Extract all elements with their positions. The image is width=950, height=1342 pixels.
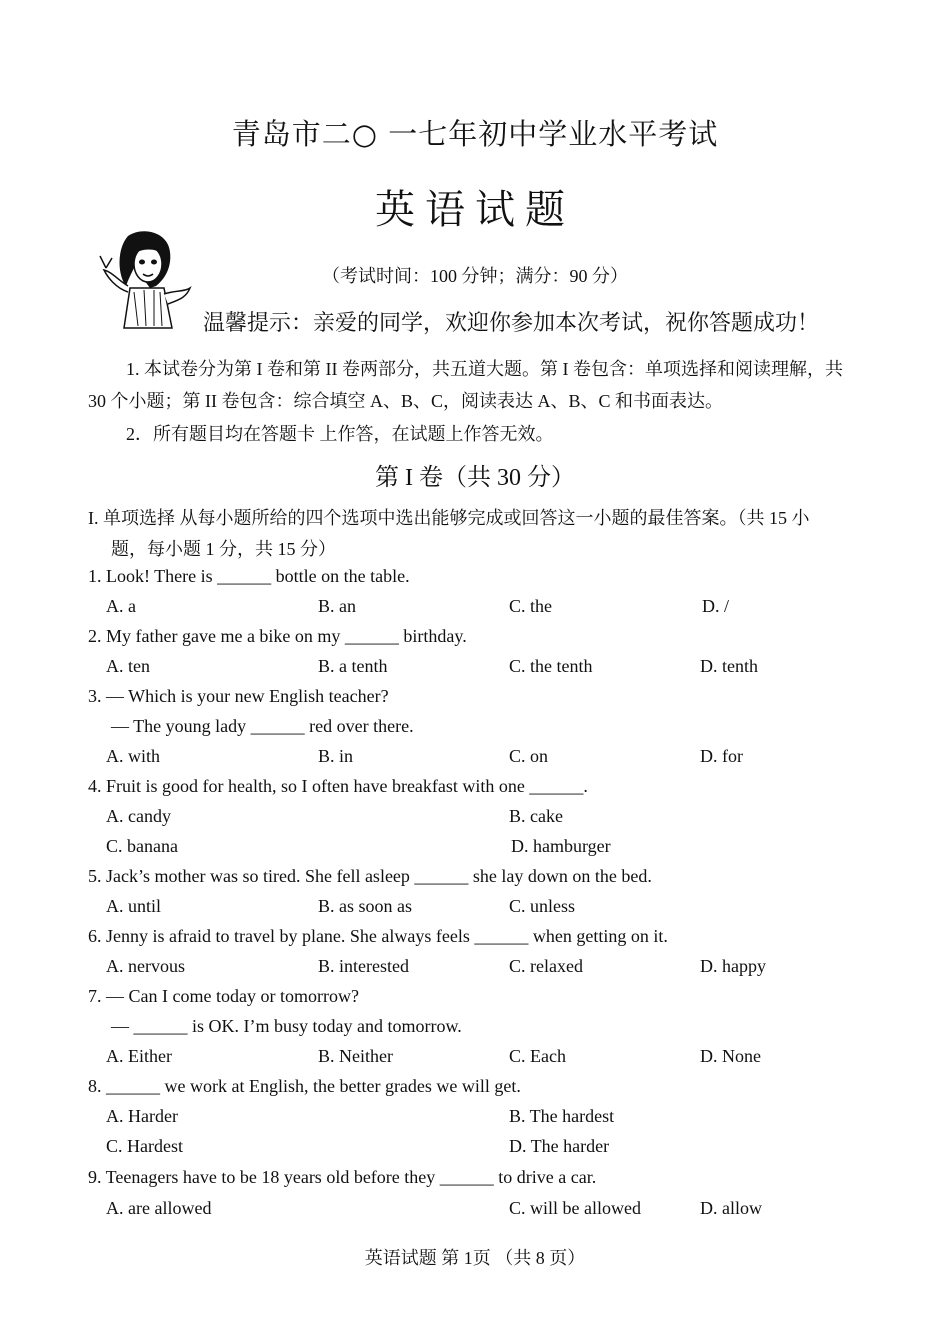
q6-option-a: A. nervous [106, 956, 185, 976]
q3-option-b: B. in [318, 746, 354, 766]
question-5-stem: 5. Jack’s mother was so tired. She fell asleep ______ she lay down on the bed. [88, 866, 652, 886]
question-8-stem: 8. ______ we work at English, the better grades we will get. [88, 1076, 521, 1096]
q1-option-b: B. an [318, 596, 356, 616]
exam-info: （考试时间：100 分钟；满分：90 分） [322, 266, 628, 286]
q8-option-c: C. Hardest [106, 1136, 183, 1156]
q3-option-a: A. with [106, 746, 160, 766]
q8-option-d: D. The harder [509, 1136, 610, 1156]
exam-title: 青岛市二○ 一七年初中学业水平考试 [231, 117, 719, 151]
question-6-stem: 6. Jenny is afraid to travel by plane. She always feels ______ when getting on it. [88, 926, 668, 946]
q7-option-a: A. Either [106, 1046, 172, 1066]
note-1-line-1: 1. 本试卷分为第 I 卷和第 II 卷两部分，共五道大题。第 I 卷包含：单项选择和阅读理解，共 [126, 359, 843, 379]
q6-option-d: D. happy [700, 956, 766, 976]
q2-option-d: D. tenth [700, 656, 758, 676]
volume-title: 第 I 卷（共 30 分） [375, 465, 575, 491]
page-footer: 英语试题 第 1页 （共 8 页） [364, 1248, 586, 1268]
q5-option-a: A. until [106, 896, 162, 916]
q2-option-b: B. a tenth [318, 656, 388, 676]
note-2: 2．所有题目均在答题卡 上作答，在试题上作答无效。 [126, 424, 554, 444]
subject-title: 英语试题 [375, 187, 575, 233]
q7-option-b: B. Neither [318, 1046, 393, 1066]
q9-option-d: D. allow [700, 1198, 762, 1218]
question-3-stem-reply: — The young lady ______ red over there. [111, 716, 414, 736]
question-7-stem-reply: — ______ is OK. I’m busy today and tomorrow. [111, 1016, 462, 1036]
q3-option-c: C. on [509, 746, 549, 766]
question-3-stem: 3. — Which is your new English teacher? [88, 686, 389, 706]
note-1-line-2: 30 个小题；第 II 卷包含：综合填空 A、B、C，阅读表达 A、B、C 和书面表达。 [88, 391, 724, 411]
greeting-tip: 温馨提示：亲爱的同学，欢迎你参加本次考试，祝你答题成功！ [203, 311, 820, 336]
q4-option-c: C. banana [106, 836, 178, 856]
section-instruction-line-2: 题，每小题 1 分，共 15 分） [111, 539, 336, 559]
q7-option-c: C. Each [509, 1046, 566, 1066]
question-1-stem: 1. Look! There is ______ bottle on the table. [88, 566, 410, 586]
q8-option-b: B. The hardest [509, 1106, 615, 1126]
q5-option-c: C. unless [509, 896, 576, 916]
q2-option-c: C. the tenth [509, 656, 593, 676]
q1-option-c: C. the [509, 596, 552, 616]
q8-option-a: A. Harder [106, 1106, 178, 1126]
q4-option-b: B. cake [509, 806, 563, 826]
question-9-stem: 9. Teenagers have to be 18 years old before they ______ to drive a car. [88, 1167, 597, 1187]
q3-option-d: D. for [700, 746, 743, 766]
q4-option-d: D. hamburger [511, 836, 611, 856]
question-2-stem: 2. My father gave me a bike on my ______ birthday. [88, 626, 467, 646]
q1-option-d: D. / [702, 596, 729, 616]
q1-option-a: A. a [106, 596, 136, 616]
section-instruction-line-1: I. 单项选择 从每小题所给的四个选项中选出能够完成或回答这一小题的最佳答案。（共 15 小 [88, 508, 810, 528]
q2-option-a: A. ten [106, 656, 150, 676]
q9-option-c: C. will be allowed [509, 1198, 641, 1218]
q7-option-d: D. None [700, 1046, 761, 1066]
q6-option-b: B. interested [318, 956, 409, 976]
q9-option-a: A. are allowed [106, 1198, 212, 1218]
question-4-stem: 4. Fruit is good for health, so I often have breakfast with one ______. [88, 776, 588, 796]
q4-option-a: A. candy [106, 806, 171, 826]
question-7-stem: 7. — Can I come today or tomorrow? [88, 986, 359, 1006]
q5-option-b: B. as soon as [318, 896, 412, 916]
q6-option-c: C. relaxed [509, 956, 583, 976]
